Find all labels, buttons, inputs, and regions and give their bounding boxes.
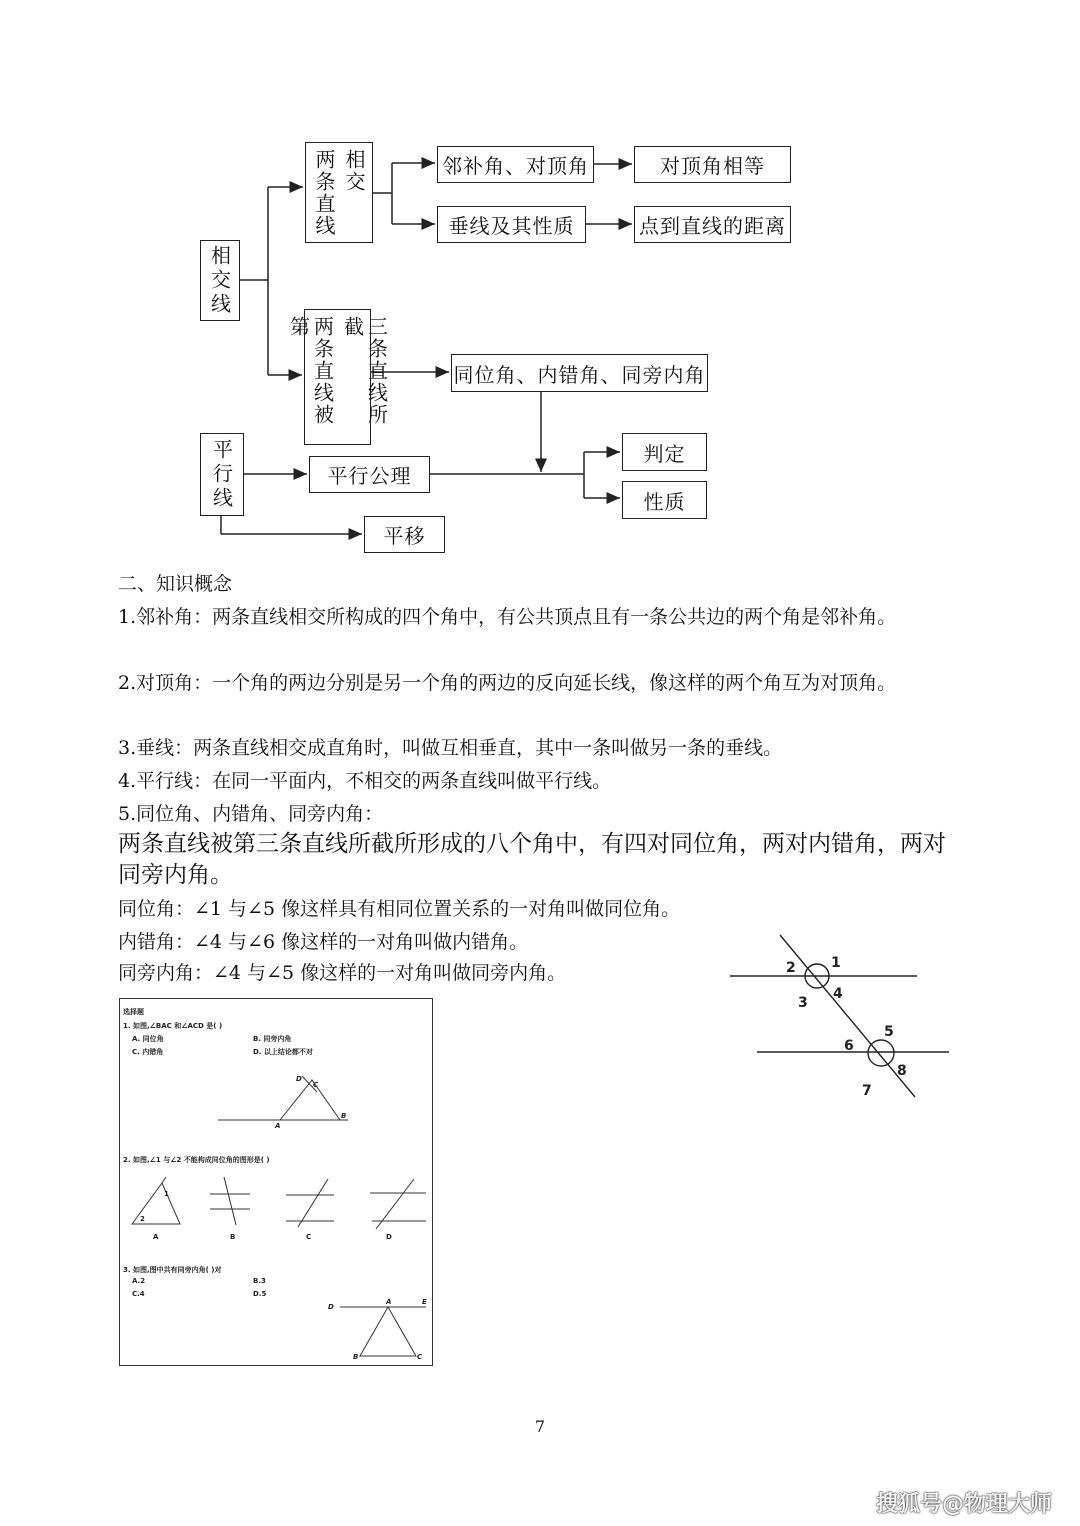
eight-angles-statement: 两条直线被第三条直线所截所形成的八个角中，有四对同位角，两对内错角，两对同旁内角。 [118, 831, 946, 888]
option-c: C. 内错角 [132, 1048, 164, 1056]
option-a: A.2 [132, 1277, 146, 1285]
point-label: B [341, 1112, 347, 1120]
angle-figure [700, 925, 970, 1115]
node-parallel-axiom: 平行公理 [309, 456, 430, 493]
option-b: B. 同旁内角 [253, 1035, 292, 1043]
point-label: A [275, 1122, 281, 1130]
node-label-col: 相交 [342, 149, 366, 193]
node-translation: 平移 [364, 516, 445, 553]
angle-label: 8 [897, 1063, 907, 1079]
question-stem: 3. 如图,图中共有同旁内角( )对 [123, 1266, 222, 1274]
point-label: E [422, 1298, 427, 1306]
concept-item: 1.邻补角：两条直线相交所构成的四个角中，有公共顶点且有一条公共边的两个角是邻补角。 [118, 606, 897, 628]
node-label-col: 两条直线被第 [286, 316, 335, 426]
node-two-lines-intersect [305, 142, 373, 243]
figure-option: C [306, 1233, 312, 1241]
angle-mark: 2 [140, 1215, 145, 1223]
option-c: C.4 [132, 1290, 145, 1298]
concept-item: 3.垂线：两条直线相交成直角时，叫做互相垂直，其中一条叫做另一条的垂线。 [118, 737, 783, 759]
page-number: 7 [534, 1417, 546, 1436]
concept-item: 5.同位角、内错角、同旁内角： [118, 803, 384, 825]
node-adjacent-vertical-angles: 邻补角、对顶角 [437, 146, 594, 183]
concept-item: 2.对顶角：一个角的两边分别是另一个角的两边的反向延长线，像这样的两个角互为对顶角。 [118, 672, 897, 694]
corresponding-angles-definition: 同位角：∠1 与∠5 像这样具有相同位置关系的一对角叫做同位角。 [118, 898, 681, 920]
option-d: D.5 [253, 1290, 267, 1298]
node-label-col: 三条直线所截 [340, 316, 389, 426]
node-intersecting-lines: 相交线 [200, 240, 240, 321]
question-stem: 1. 如图,∠BAC 和∠ACD 是( ) [123, 1022, 223, 1030]
question-stem: 2. 如图,∠1 与∠2 不能构成同位角的图形是( ) [123, 1156, 270, 1164]
node-vertical-angles-equal: 对顶角相等 [634, 146, 791, 183]
point-label: D [328, 1303, 334, 1311]
node-cut-by-third-line [286, 309, 389, 445]
point-label: C [313, 1081, 319, 1089]
figure-option: D [386, 1233, 392, 1241]
alternate-angles-definition: 内错角：∠4 与∠6 像这样的一对角叫做内错角。 [118, 931, 529, 953]
transversal-line [780, 935, 915, 1097]
node-parallel-lines: 平行线 [200, 433, 244, 516]
watermark: 搜狐号@物理大师 [875, 1492, 1052, 1517]
quiz-title: 选择题 [123, 1008, 144, 1016]
option-d: D. 以上结论都不对 [253, 1048, 313, 1056]
angle-label: 3 [798, 995, 808, 1011]
figure-option: B [230, 1233, 236, 1241]
angle-label: 1 [831, 955, 841, 971]
angle-label: 7 [862, 1083, 872, 1099]
angle-label: 6 [844, 1038, 854, 1054]
node-angle-types: 同位角、内错角、同旁内角 [451, 354, 708, 392]
node-judgement: 判定 [622, 433, 707, 471]
angle-mark: 1 [164, 1190, 169, 1198]
quiz-figures [120, 999, 432, 1365]
node-label-col: 两条直线 [312, 149, 336, 237]
section-title: 二、知识概念 [118, 573, 233, 595]
point-label: B [353, 1353, 359, 1361]
node-point-line-distance: 点到直线的距离 [634, 206, 791, 243]
node-perpendicular: 垂线及其性质 [437, 206, 586, 243]
same-side-angles-definition: 同旁内角：∠4 与∠5 像这样的一对角叫做同旁内角。 [118, 962, 567, 984]
figure-option: A [153, 1233, 159, 1241]
angle-label: 2 [786, 960, 796, 976]
node-property: 性质 [622, 481, 707, 519]
point-label: C [417, 1353, 423, 1361]
quiz-panel [119, 998, 433, 1366]
point-label: A [386, 1298, 392, 1306]
angle-label: 5 [884, 1024, 894, 1040]
option-b: B.3 [253, 1277, 266, 1285]
concept-item: 4.平行线：在同一平面内，不相交的两条直线叫做平行线。 [118, 770, 612, 792]
option-a: A. 同位角 [132, 1035, 164, 1043]
point-label: D [296, 1075, 302, 1083]
angle-circle-bottom [868, 1040, 894, 1066]
angle-label: 4 [833, 986, 843, 1002]
